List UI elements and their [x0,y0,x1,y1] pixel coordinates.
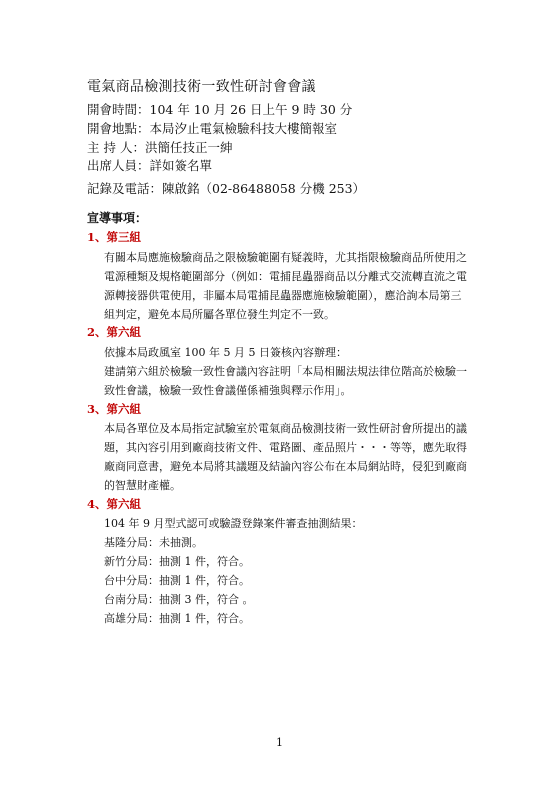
body-line: 台中分局：抽測 1 件，符合。 [104,574,250,587]
page-number: 1 [276,736,283,749]
item-heading: 2、第六組 [87,325,142,339]
meeting-place: 開會地點：本局汐止電氣檢驗科技大樓簡報室 [87,121,338,136]
body-line: 電源種類及規格範圍部分（例如：電捕昆蟲器商品以分離式交流轉直流之電 [104,270,467,283]
body-line: 高雄分局：抽測 1 件，符合。 [104,612,250,625]
body-line: 致性會議，檢驗一致性會議僅係補強與釋示作用」。 [104,384,352,397]
body-line: 的智慧財產權。 [104,479,181,492]
body-line: 台南分局：抽測 3 件，符合 。 [104,593,254,606]
item-heading: 4、第六組 [87,497,142,511]
body-line: 題，其內容引用到廠商技術文件、電路圖、產品照片・・・等等，應先取得 [104,441,467,454]
section-heading: 宣導事項： [87,211,148,225]
body-line: 本局各單位及本局指定試驗室於電氣商品檢測技術一致性研討會所提出的議 [104,422,467,435]
item-heading: 1、第三組 [87,230,142,244]
meeting-attendees: 出席人員：詳如簽名單 [87,158,213,173]
item-body [104,514,480,628]
body-line: 104 年 9 月型式認可或驗證登錄案件審查抽測結果： [104,517,363,530]
meeting-time: 開會時間：104 年 10 月 26 日上午 9 時 30 分 [87,102,353,117]
item-body [104,343,480,400]
body-line: 組判定，避免本局所屬各單位發生判定不一致。 [104,308,335,321]
body-line: 新竹分局：抽測 1 件，符合。 [104,555,250,568]
document-title: 電氣商品檢測技術一致性研討會會議 [87,79,316,95]
meeting-recorder: 記錄及電話：陳啟銘（02-86488058 分機 253） [87,181,366,196]
item-heading: 3、第六組 [87,402,142,416]
item-body [104,419,480,495]
body-line: 建請第六組於檢驗一致性會議內容註明「本局相關法規法律位階高於檢驗一 [104,365,467,378]
body-line: 有關本局應施檢驗商品之限檢驗範圍有疑義時，尤其指限檢驗商品所使用之 [104,251,467,264]
meeting-chair: 主 持 人：洪簡任技正一紳 [87,140,233,155]
item-body [104,248,480,324]
body-line: 源轉接器供電使用，非屬本局電捕昆蟲器應施檢驗範圍），應洽詢本局第三 [104,289,462,302]
body-line: 廠商同意書，避免本局將其議題及結論內容公布在本局網站時，侵犯到廠商 [104,460,467,473]
body-line: 基隆分局：未抽測。 [104,536,203,549]
body-line: 依據本局政風室 100 年 5 月 5 日簽核內容辦理： [104,346,347,359]
